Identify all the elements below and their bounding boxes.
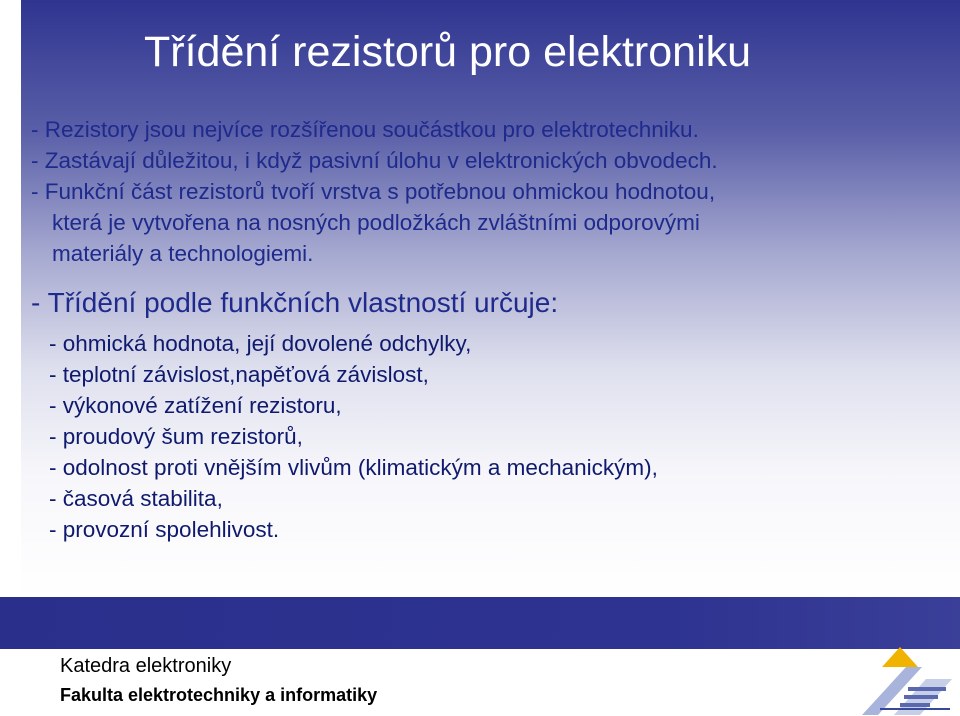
criteria-heading: - Třídění podle funkčních vlastností určuje: bbox=[31, 287, 559, 318]
criteria-list bbox=[49, 328, 658, 545]
criteria-item: - provozní spolehlivost. bbox=[49, 517, 280, 542]
criteria-item: - teplotní závislost,napěťová závislost, bbox=[49, 362, 429, 387]
bottom-band bbox=[0, 597, 960, 649]
criteria-item: - proudový šum rezistorů, bbox=[49, 424, 303, 449]
footer-department: Katedra elektroniky bbox=[60, 655, 232, 677]
footer-faculty: Fakulta elektrotechniky a informatiky bbox=[60, 685, 378, 705]
criteria-item: - ohmická hodnota, její dovolené odchylky, bbox=[49, 331, 472, 356]
intro-point-3: - Funkční část rezistorů tvoří vrstva s potřebnou ohmickou hodnotou, bbox=[31, 179, 716, 204]
intro-point-3-line-2: která je vytvořena na nosných podložkách zvláštními odporovými bbox=[52, 210, 700, 235]
intro-point-3-line-3: materiály a technologiemi. bbox=[52, 241, 314, 266]
criteria-item: - výkonové zatížení rezistoru, bbox=[49, 393, 342, 418]
intro-point-1: - Rezistory jsou nejvíce rozšířenou součástkou pro elektrotechniku. bbox=[31, 117, 699, 142]
criteria-item: - časová stabilita, bbox=[49, 486, 223, 511]
faculty-logo-icon bbox=[848, 645, 958, 715]
criteria-item: - odolnost proti vnějším vlivům (klimatickým a mechanickým), bbox=[49, 455, 658, 480]
left-margin-stripe bbox=[0, 0, 21, 620]
slide-title: Třídění rezistorů pro elektroniku bbox=[144, 28, 752, 76]
intro-point-2: - Zastávají důležitou, i když pasivní úlohu v elektronických obvodech. bbox=[31, 148, 718, 173]
